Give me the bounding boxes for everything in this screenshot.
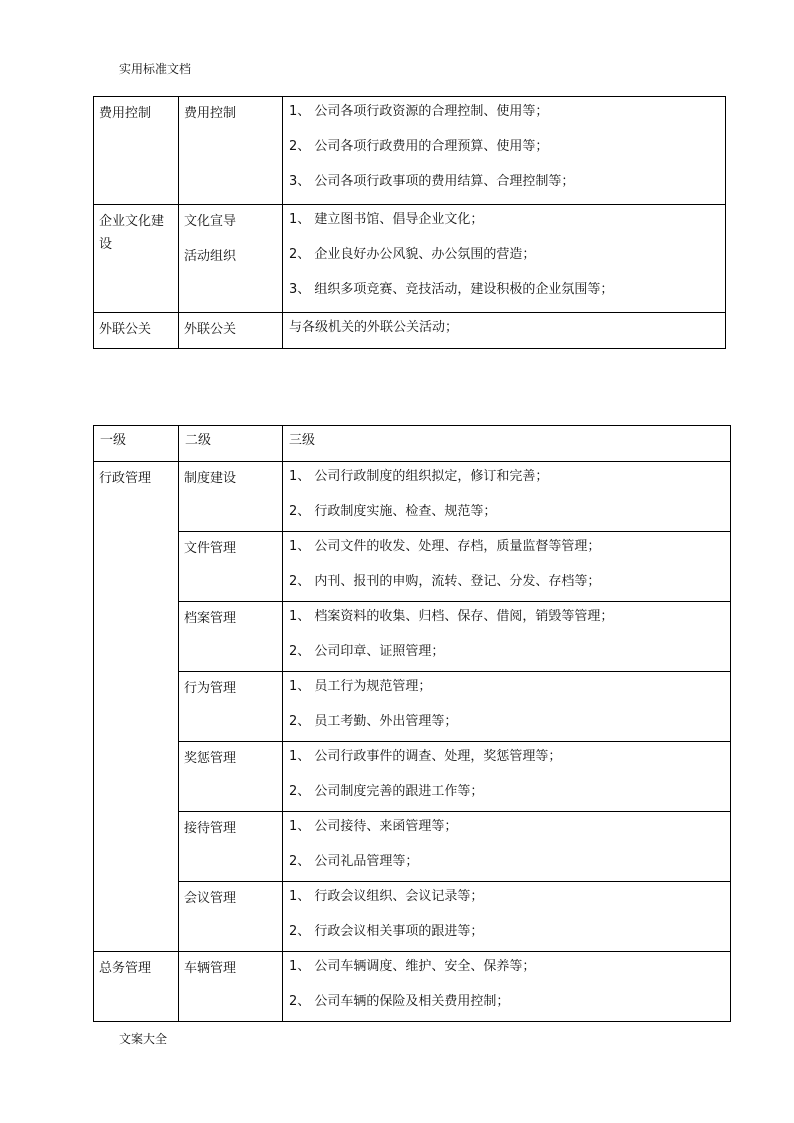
column-header: 二级 bbox=[179, 426, 283, 462]
level2-cell: 制度建设 bbox=[179, 462, 283, 532]
table-row bbox=[94, 602, 731, 672]
table-row bbox=[94, 812, 731, 882]
level2-cell: 行为管理 bbox=[179, 672, 283, 742]
level2-label: 费用控制 bbox=[184, 106, 237, 121]
list-item: 2、 内刊、报刊的申购，流转、登记、分发、存档等； bbox=[289, 574, 601, 589]
list-item: 2、 企业良好办公风貌、办公氛围的营造； bbox=[289, 247, 536, 262]
list-item: 与各级机关的外联公关活动； bbox=[289, 320, 459, 335]
level2-cell: 接待管理 bbox=[179, 812, 283, 882]
level3-cell bbox=[283, 672, 731, 742]
list-item: 1、 行政会议组织、会议记录等； bbox=[289, 889, 484, 904]
list-item: 3、 公司各项行政事项的费用结算、合理控制等； bbox=[289, 174, 575, 189]
level2-cell bbox=[179, 313, 283, 349]
level2-label: 活动组织 bbox=[184, 249, 237, 264]
table-row bbox=[94, 882, 731, 952]
level3-cell bbox=[283, 602, 731, 672]
list-item: 1、 公司行政事件的调查、处理，奖惩管理等； bbox=[289, 749, 562, 764]
list-item: 1、 公司各项行政资源的合理控制、使用等； bbox=[289, 104, 549, 119]
table-row bbox=[94, 532, 731, 602]
level1-cell: 外联公关 bbox=[94, 313, 179, 349]
column-header: 一级 bbox=[94, 426, 179, 462]
level2-cell: 车辆管理 bbox=[179, 952, 283, 1022]
level2-cell: 文件管理 bbox=[179, 532, 283, 602]
level3-cell bbox=[283, 952, 731, 1022]
list-item: 2、 公司礼品管理等； bbox=[289, 854, 419, 869]
table-row bbox=[94, 462, 731, 532]
list-item: 1、 员工行为规范管理； bbox=[289, 679, 432, 694]
list-item: 1、 公司接待、来函管理等； bbox=[289, 819, 458, 834]
list-item: 2、 公司各项行政费用的合理预算、使用等； bbox=[289, 139, 549, 154]
level3-cell bbox=[283, 313, 726, 349]
level2-cell: 会议管理 bbox=[179, 882, 283, 952]
level1-cell: 费用控制 bbox=[94, 97, 179, 205]
list-item: 1、 公司车辆调度、维护、安全、保养等； bbox=[289, 959, 536, 974]
list-item: 1、 公司文件的收发、处理、存档，质量监督等管理； bbox=[289, 539, 601, 554]
list-item: 1、 档案资料的收集、归档、保存、借阅，销毁等管理； bbox=[289, 609, 614, 624]
page-footer: 文案大全 bbox=[119, 1032, 168, 1046]
level1-cell: 企业文化建设 bbox=[94, 205, 179, 313]
list-item: 2、 公司制度完善的跟进工作等； bbox=[289, 784, 484, 799]
level2-cell: 档案管理 bbox=[179, 602, 283, 672]
list-item: 2、 公司车辆的保险及相关费用控制； bbox=[289, 994, 510, 1009]
page-header: 实用标准文档 bbox=[119, 62, 192, 76]
level2-cell bbox=[179, 205, 283, 313]
list-item: 1、 建立图书馆、倡导企业文化； bbox=[289, 212, 484, 227]
list-item: 1、 公司行政制度的组织拟定，修订和完善； bbox=[289, 469, 549, 484]
table-row bbox=[94, 742, 731, 812]
table-1 bbox=[93, 96, 726, 349]
level2-cell: 奖惩管理 bbox=[179, 742, 283, 812]
list-item: 2、 行政会议相关事项的跟进等； bbox=[289, 924, 484, 939]
level1-cell: 行政管理 bbox=[94, 462, 179, 952]
level2-label: 文化宣导 bbox=[184, 214, 237, 229]
list-item: 2、 员工考勤、外出管理等； bbox=[289, 714, 458, 729]
level3-cell bbox=[283, 97, 726, 205]
level2-cell bbox=[179, 97, 283, 205]
table-row bbox=[94, 313, 726, 349]
table-2 bbox=[93, 425, 731, 1022]
level3-cell bbox=[283, 742, 731, 812]
level3-cell bbox=[283, 812, 731, 882]
level3-cell bbox=[283, 205, 726, 313]
level1-cell: 总务管理 bbox=[94, 952, 179, 1022]
table-header-row bbox=[94, 426, 731, 462]
column-header: 三级 bbox=[283, 426, 731, 462]
level3-cell bbox=[283, 882, 731, 952]
list-item: 2、 公司印章、证照管理； bbox=[289, 644, 445, 659]
table-row bbox=[94, 952, 731, 1022]
level3-cell bbox=[283, 532, 731, 602]
table-row bbox=[94, 97, 726, 205]
list-item: 3、 组织多项竞赛、竞技活动，建设积极的企业氛围等； bbox=[289, 282, 614, 297]
table-row bbox=[94, 672, 731, 742]
level2-label: 外联公关 bbox=[184, 322, 237, 337]
level3-cell bbox=[283, 462, 731, 532]
table-row bbox=[94, 205, 726, 313]
list-item: 2、 行政制度实施、检查、规范等； bbox=[289, 504, 497, 519]
